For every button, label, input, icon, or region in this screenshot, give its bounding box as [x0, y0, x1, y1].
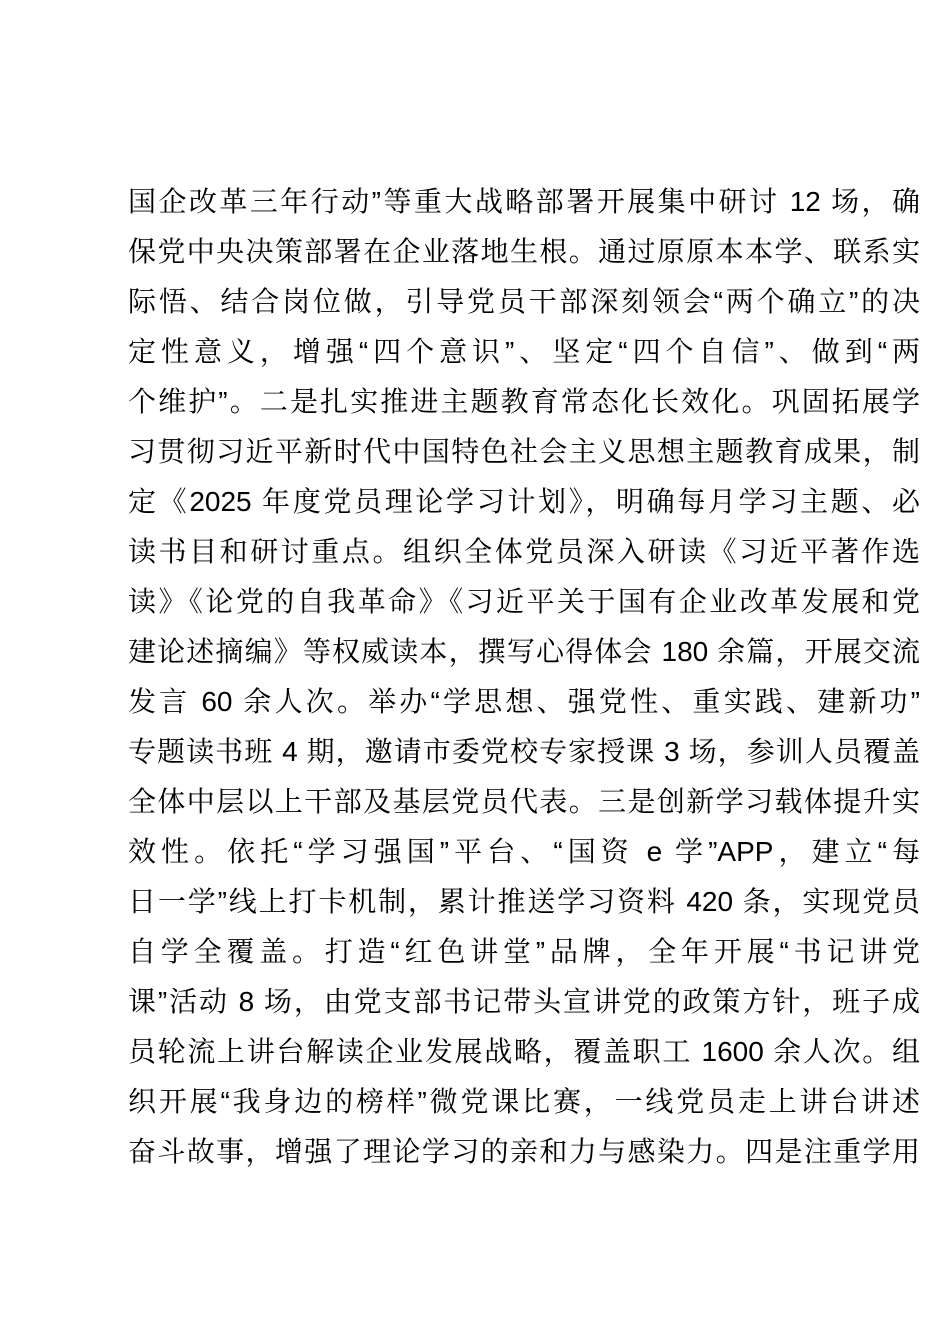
- document-body-text: [128, 177, 920, 1177]
- text-line: 效性。依托“学习强国”平台、“国资 e 学”APP，建立“每: [128, 836, 920, 867]
- text-line: 习贯彻习近平新时代中国特色社会主义思想主题教育成果，制: [128, 436, 920, 467]
- text-line: 织开展“我身边的榜样”微党课比赛，一线党员走上讲台讲述: [128, 1086, 920, 1117]
- text-line: 保党中央决策部署在企业落地生根。通过原原本本学、联系实: [128, 236, 920, 267]
- text-line: 课”活动 8 场，由党支部书记带头宣讲党的政策方针，班子成: [128, 986, 920, 1017]
- text-line: 日一学”线上打卡机制，累计推送学习资料 420 条，实现党员: [128, 886, 920, 917]
- text-line: 自学全覆盖。打造“红色讲堂”品牌，全年开展“书记讲党: [128, 936, 920, 967]
- text-line: 读书目和研讨重点。组织全体党员深入研读《习近平著作选: [128, 536, 920, 567]
- text-line: 读》《论党的自我革命》《习近平关于国有企业改革发展和党: [128, 586, 920, 617]
- text-line: 际悟、结合岗位做，引导党员干部深刻领会“两个确立”的决: [128, 286, 920, 317]
- text-line: 发言 60 余人次。举办“学思想、强党性、重实践、建新功”: [128, 686, 920, 717]
- text-line: 定性意义，增强“四个意识”、坚定“四个自信”、做到“两: [128, 336, 920, 367]
- text-line: 定《2025 年度党员理论学习计划》，明确每月学习主题、必: [128, 486, 920, 517]
- text-line: 个维护”。二是扎实推进主题教育常态化长效化。巩固拓展学: [128, 386, 920, 417]
- text-line: 专题读书班 4 期，邀请市委党校专家授课 3 场，参训人员覆盖: [128, 736, 920, 767]
- text-line: 建论述摘编》等权威读本，撰写心得体会 180 余篇，开展交流: [128, 636, 920, 667]
- text-line: 奋斗故事，增强了理论学习的亲和力与感染力。四是注重学用: [128, 1136, 920, 1167]
- text-line: 员轮流上讲台解读企业发展战略，覆盖职工 1600 余人次。组: [128, 1036, 920, 1067]
- text-line: 全体中层以上干部及基层党员代表。三是创新学习载体提升实: [128, 786, 920, 817]
- text-line: 国企改革三年行动”等重大战略部署开展集中研讨 12 场，确: [128, 186, 920, 217]
